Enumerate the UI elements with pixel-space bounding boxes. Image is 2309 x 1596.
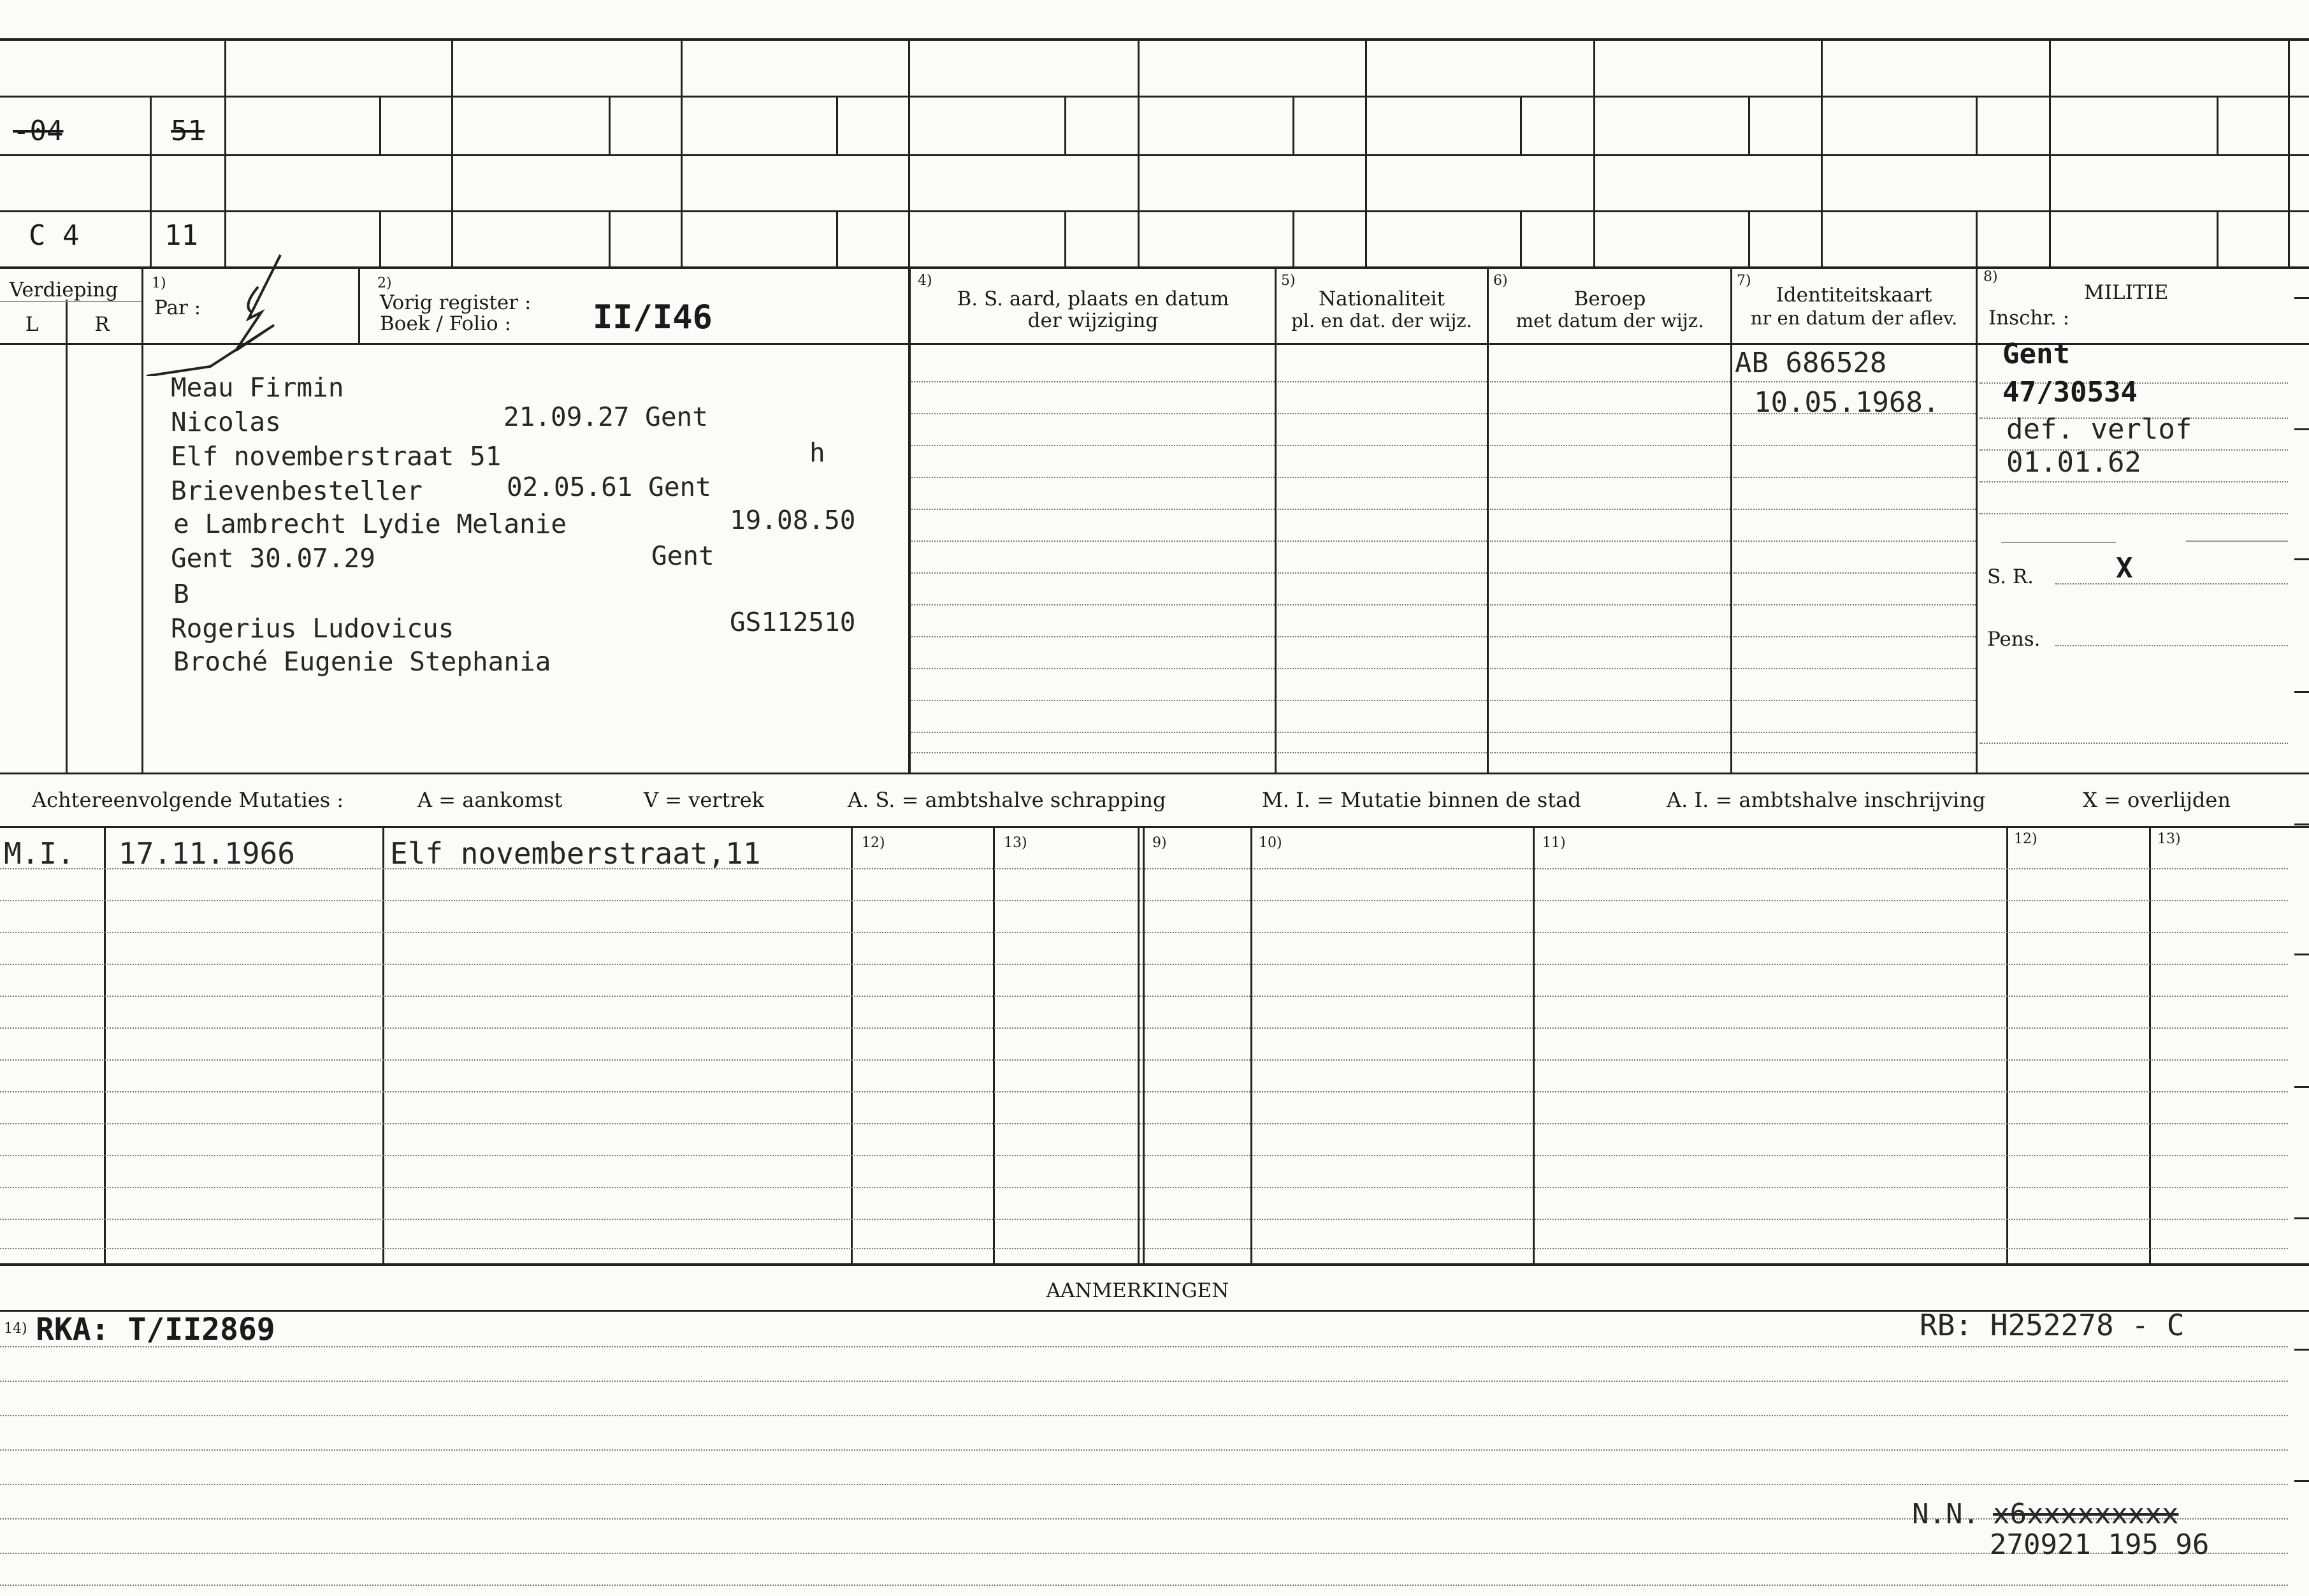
bs-line1: B. S. aard, plaats en datum: [957, 287, 1229, 310]
verdieping-r: R: [94, 313, 110, 336]
militie-status: def. verlof: [2006, 413, 2192, 446]
mut-col13: 13): [1004, 835, 1027, 851]
nat-line1: Nationaliteit: [1318, 287, 1445, 310]
remarks-title: AANMERKINGEN: [1046, 1279, 1229, 1302]
remarks-rb: RB: H252278 - C: [1920, 1308, 2185, 1342]
mutation-date: 17.11.1966: [119, 836, 295, 871]
inschr-label: Inschr. :: [1988, 307, 2070, 330]
militie-label: MILITIE: [2084, 281, 2169, 304]
mut-col9: 9): [1152, 835, 1167, 851]
militie-number: 47/30534: [2002, 376, 2138, 409]
militie-num: 8): [1983, 269, 1998, 285]
person-code: GS112510: [730, 607, 856, 637]
person-address: Elf novemberstraat 51: [171, 441, 502, 472]
mut-col13b: 13): [2157, 831, 2181, 847]
nn-struck: x6xxxxxxxxx: [1993, 1498, 2179, 1530]
person-line1: Meau Firmin: [171, 372, 344, 403]
beroep-line1: Beroep: [1574, 287, 1646, 310]
legend-title: Achtereenvolgende Mutaties :: [32, 788, 344, 812]
beroep-num: 6): [1493, 273, 1508, 289]
verdieping-label: Verdieping: [9, 279, 119, 301]
nn-label: N.N.: [1912, 1498, 1980, 1530]
legend-mi: M. I. = Mutatie binnen de stad: [1262, 788, 1581, 812]
vorig-num: 2): [377, 275, 392, 291]
code-r1-a: -04: [13, 115, 64, 147]
id-line2: nr en datum der aflev.: [1750, 307, 1958, 329]
par-num: 1): [152, 275, 166, 291]
person-spouse: e Lambrecht Lydie Melanie: [173, 509, 567, 539]
sr-value: X: [2116, 552, 2133, 584]
bs-num: 4): [918, 273, 932, 289]
mutation-type: M.I.: [4, 836, 75, 871]
id-number: AB 686528: [1735, 347, 1887, 379]
id-num: 7): [1737, 273, 1751, 289]
mut-col11: 11): [1542, 835, 1566, 851]
verdieping-l: L: [25, 313, 39, 336]
mutation-address: Elf novemberstraat,11: [390, 836, 761, 871]
person-spouse-date: 19.08.50: [730, 505, 856, 535]
legend-as: A. S. = ambtshalve schrapping: [848, 788, 1166, 812]
sr-label: S. R.: [1987, 565, 2034, 588]
remarks-num: 14): [4, 1321, 27, 1337]
beroep-line2: met datum der wijz.: [1516, 310, 1704, 331]
person-spouse-birth: Gent 30.07.29: [171, 543, 375, 574]
person-father: Rogerius Ludovicus: [171, 613, 454, 644]
militie-city: Gent: [2002, 338, 2070, 370]
nat-line2: pl. en dat. der wijz.: [1291, 310, 1472, 331]
person-given-names: Nicolas: [171, 407, 281, 437]
person-job: Brievenbesteller: [171, 475, 423, 506]
mut-col12b: 12): [2014, 831, 2038, 847]
remarks-rka: RKA: T/II2869: [36, 1312, 275, 1347]
signature-mark: [134, 249, 300, 376]
code-r2-a: C 4: [29, 219, 80, 252]
code-r1-b: 51: [171, 115, 205, 147]
person-mother: Broché Eugenie Stephania: [173, 646, 551, 677]
nn-value: 270921 195 96: [1990, 1528, 2210, 1561]
mut-col12: 12): [862, 835, 885, 851]
legend-v: V = vertrek: [644, 788, 765, 812]
nat-num: 5): [1281, 273, 1296, 289]
bs-line2: der wijziging: [1027, 309, 1159, 332]
militie-date: 01.01.62: [2006, 446, 2141, 479]
person-line7: B: [173, 579, 189, 609]
person-mark: h: [809, 437, 825, 468]
legend-a: A = aankomst: [417, 788, 563, 812]
vorig-line2: Boek / Folio :: [380, 312, 511, 335]
mut-col10: 10): [1259, 835, 1282, 851]
legend-x: X = overlijden: [2083, 788, 2231, 812]
vorig-value: II/I46: [593, 298, 713, 337]
vorig-line1: Vorig register :: [380, 291, 532, 314]
par-label: Par :: [154, 296, 201, 319]
person-job-date: 02.05.61 Gent: [507, 472, 711, 502]
code-r2-b: 11: [164, 219, 198, 252]
person-spouse-city: Gent: [651, 540, 714, 571]
pens-label: Pens.: [1987, 628, 2041, 651]
legend-ai: A. I. = ambtshalve inschrijving: [1667, 788, 1986, 812]
person-birth: 21.09.27 Gent: [503, 402, 708, 432]
id-line1: Identiteitskaart: [1776, 284, 1932, 307]
id-date: 10.05.1968.: [1754, 386, 1940, 419]
